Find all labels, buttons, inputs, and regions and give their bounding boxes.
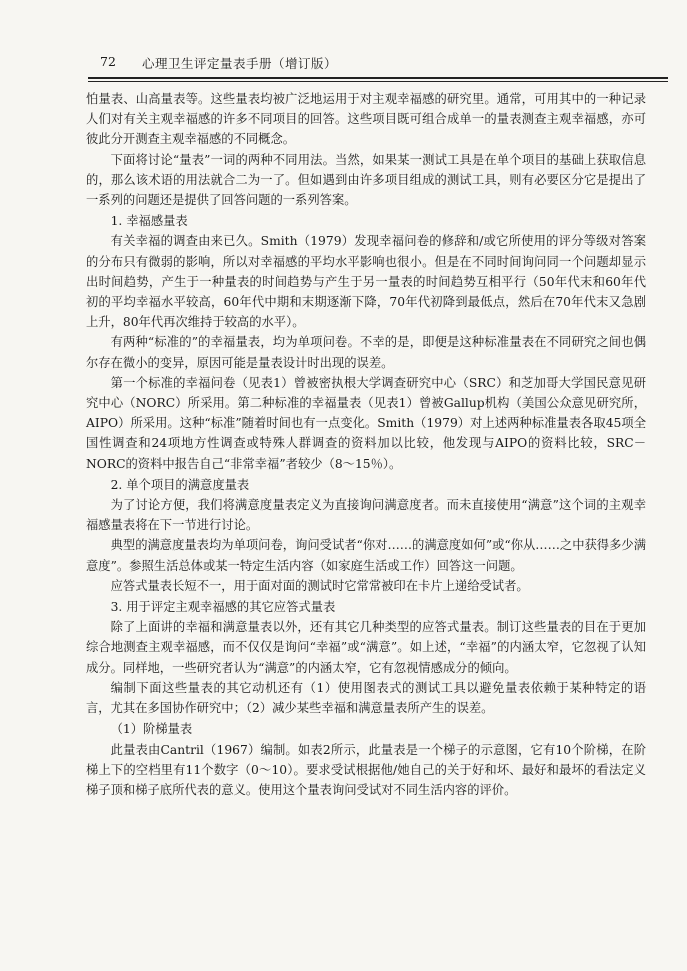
paragraph: 第一个标准的幸福问卷（见表1）曾被密执根大学调查研究中心（SRC）和芝加哥大学国民意见研究中心（NORC）所采用。第二种标准的幸福量表（见表1）曾被Gallup机构（美国公众意见研究所，AIPO）所采用。这种“标准”随着时间也有一点变化。Smith（1979）对上述两种标准量表各取45项全国性调查和24项地方性调查或特殊人群调查的资料加以比较，他发现与AIPO的资料比较，SRC－NORC的资料中报告自己“非常幸福”者较少（8～15％）。: [86, 375, 646, 471]
paragraph: 应答式量表长短不一，用于面对面的测试时它常常被印在卡片上递给受试者。: [110, 578, 529, 593]
section-heading: 2. 单个项目的满意度量表: [110, 477, 250, 492]
subsection-heading: （1）阶梯量表: [110, 722, 193, 737]
paragraph: 怕量表、山高量表等。这些量表均被广泛地运用于对主观幸福感的研究里。通常，可用其中的一种记录人们对有关主观幸福感的许多不同项目的回答。这些项目既可组合成单一的量表测查主观幸福感，亦可彼此分开测查主观幸福感的不同概念。: [86, 92, 646, 147]
section-heading: 3. 用于评定主观幸福感的其它应答式量表: [110, 600, 336, 615]
book-title: 心理卫生评定量表手册（增订版）: [142, 56, 338, 71]
paragraph: 编制下面这些量表的其它动机还有（1）使用图表式的测试工具以避免量表依赖于某种特定的语言，尤其在多国协作研究中；（2）减少某些幸福和满意量表所产生的误差。: [86, 680, 646, 716]
header-rule-thin: [88, 81, 668, 82]
paragraph: 下面将讨论“量表”一词的两种不同用法。当然，如果某一测试工具是在单个项目的基础上获取信息的，那么该术语的用法就合二为一了。但如遇到由许多项目组成的测试工具，则有必要区分它是提出了一系列的问题还是提供了回答问题的一系列答案。: [86, 152, 646, 208]
paragraph: 有两种“标准的”的幸福量表，均为单项问卷。不幸的是，即便是这种标准量表在不同研究之间也偶尔存在微小的变异，原因可能是量表设计时出现的误差。: [86, 335, 646, 370]
paragraph: 典型的满意度量表均为单项问卷，询问受试者“你对……的满意度如何”或“你从……之中获得多少满意度”。参照生活总体或某一特定生活内容（如家庭生活或工作）回答这一问题。: [86, 538, 646, 573]
paragraph: 此量表由Cantril（1967）编制。如表2所示，此量表是一个梯子的示意图，它有10个阶梯，在阶梯上下的空档里有11个数字（0～10）。要求受试根据他/她自己的关于好和坏、最好和最坏的看法定义梯子顶和梯子底所代表的意义。使用这个量表询问受试对不同生活内容的评价。: [86, 742, 646, 797]
paragraph: 有关幸福的调查由来已久。Smith（1979）发现幸福问卷的修辞和/或它所使用的评分等级对答案的分布只有微弱的影响，所以对幸福感的平均水平影响也很小。但是在不同时间询问同一个问题却显示出时间趋势，产生于一种量表的时间趋势与产生于另一量表的时间趋势互相平行（50年代末和60年代初的平均幸福水平较高，60年代中期和末期逐渐下降，70年代初降到最低点，然后在70年代末又急剧上升，80年代再次维持于较高的水平）。: [86, 234, 646, 330]
page-body: [86, 89, 646, 800]
header-rule-thick: [88, 77, 668, 79]
section-heading: 1. 幸福感量表: [110, 214, 188, 229]
paragraph: 为了讨论方便，我们将满意度量表定义为直接询问满意度者。而未直接使用“满意”这个词的主观幸福感量表将在下一节进行讨论。: [86, 498, 646, 533]
running-header: [88, 50, 668, 72]
paragraph: 除了上面讲的幸福和满意量表以外，还有其它几种类型的应答式量表。制订这些量表的目在于更加综合地测查主观幸福感，而不仅仅是询问“幸福”或“满意”。如上述，“幸福”的内涵太窄，它忽视了认知成分。同样地，一些研究者认为“满意”的内涵太窄，它有忽视情感成分的倾向。: [86, 620, 646, 675]
page-number: 72: [100, 54, 116, 69]
